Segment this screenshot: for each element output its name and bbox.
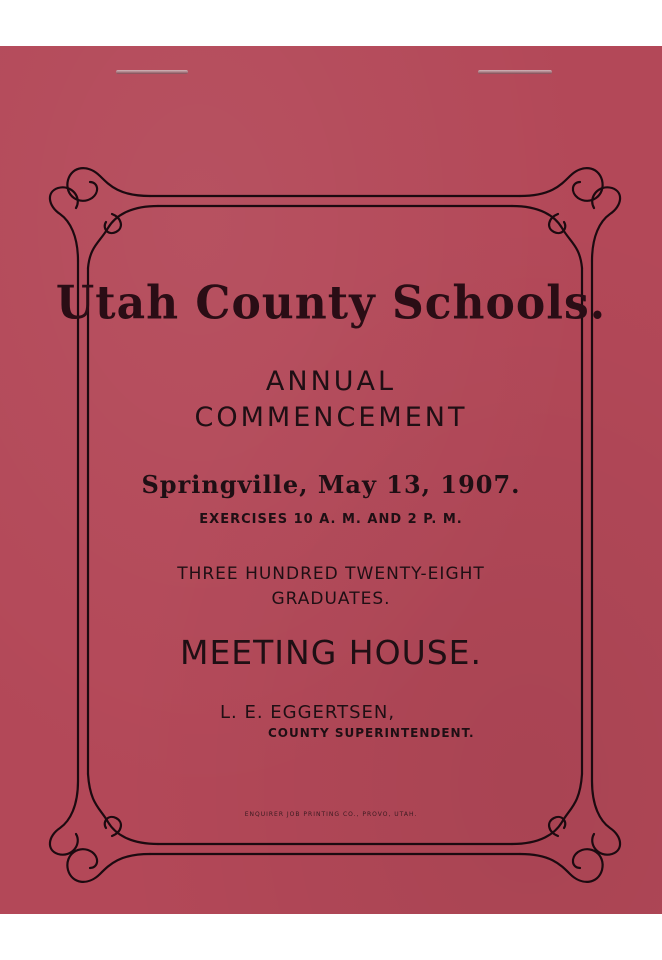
program-cover	[0, 46, 662, 914]
heading-commencement: COMMENCEMENT	[194, 402, 468, 433]
venue: MEETING HOUSE.	[179, 633, 483, 672]
place-and-date: Springville, May 13, 1907.	[141, 470, 521, 499]
program-title: Utah County Schools.	[55, 276, 607, 331]
graduates-count: THREE HUNDRED TWENTY-EIGHT	[177, 564, 485, 584]
exercises-times: EXERCISES 10 A. M. AND 2 P. M.	[199, 512, 463, 527]
printer-credit: ENQUIRER JOB PRINTING CO., PROVO, UTAH.	[244, 811, 418, 818]
graduates-label: GRADUATES.	[271, 589, 391, 609]
superintendent-title: COUNTY SUPERINTENDENT.	[268, 726, 475, 740]
heading-annual: ANNUAL	[265, 366, 397, 397]
superintendent-name: L. E. EGGERTSEN,	[220, 702, 396, 723]
